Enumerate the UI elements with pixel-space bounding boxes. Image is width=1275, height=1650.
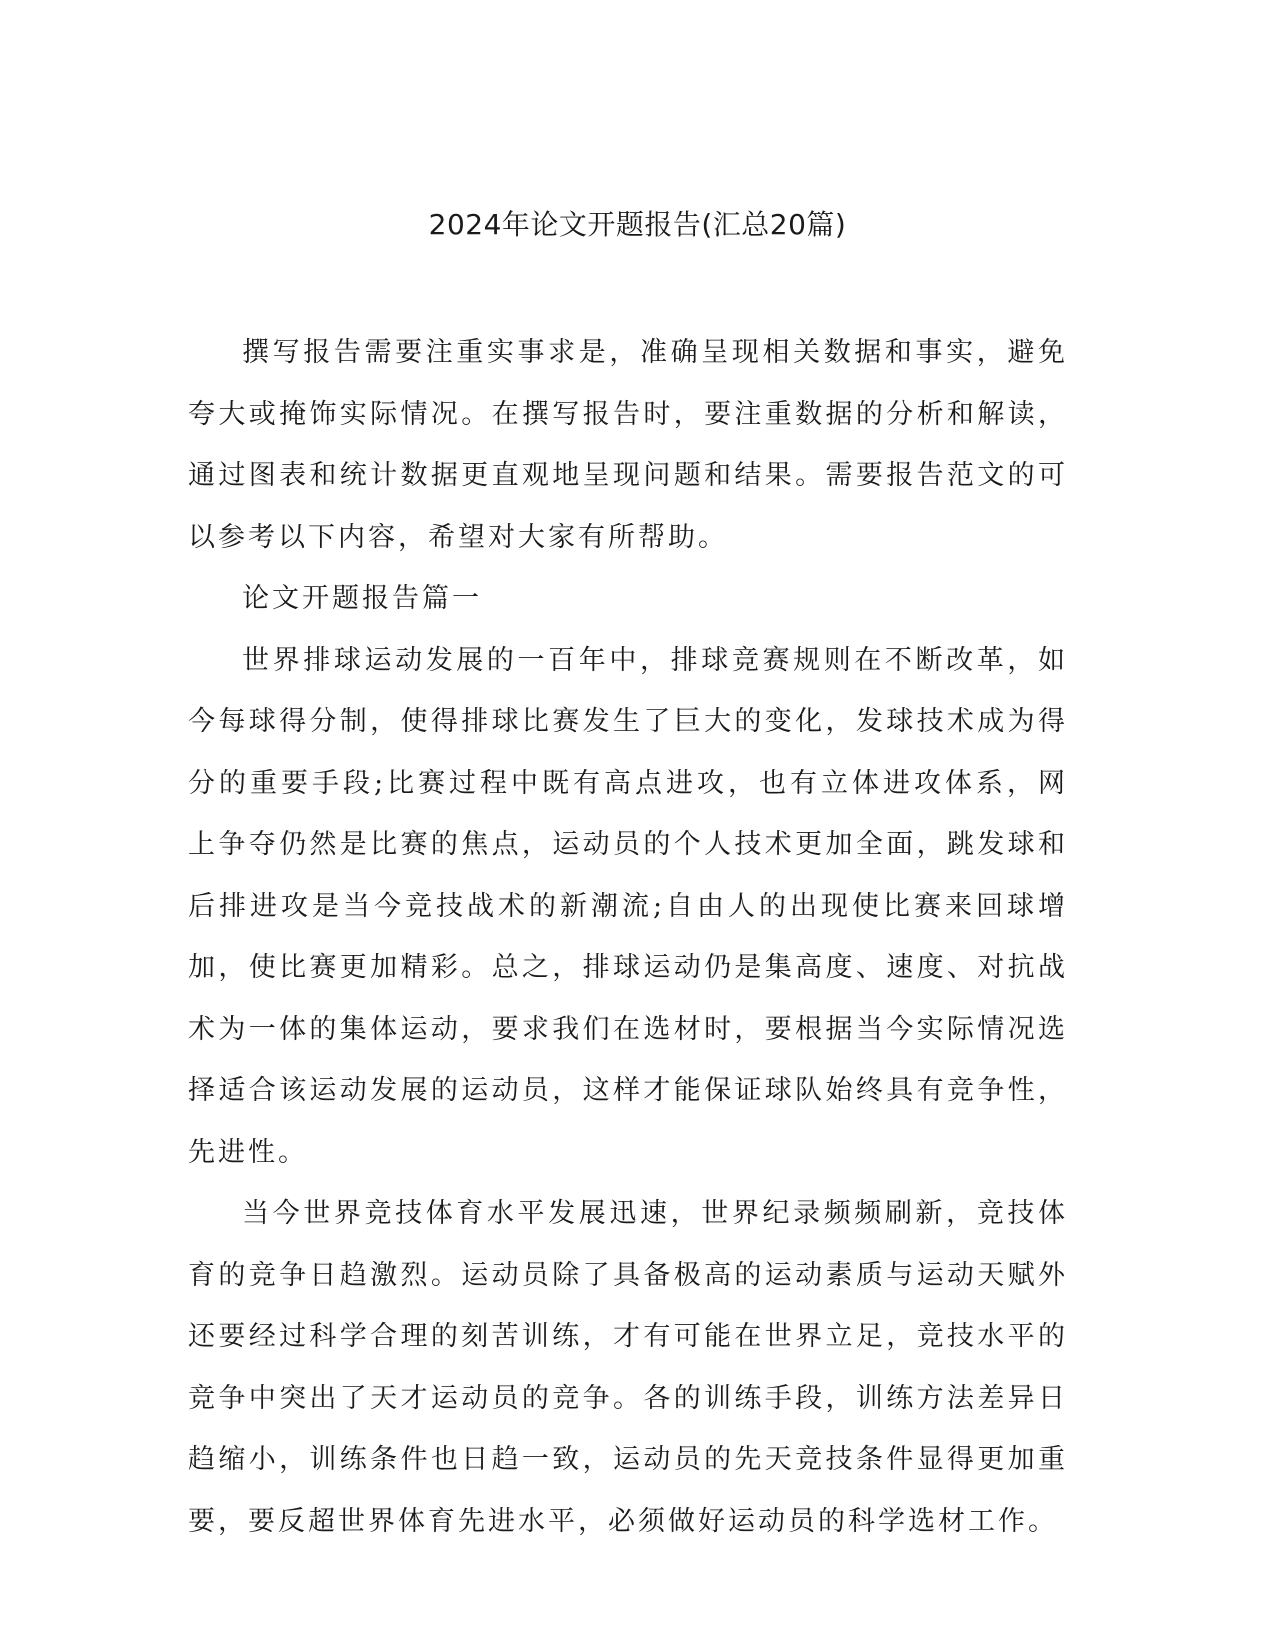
document-title: 2024年论文开题报告(汇总20篇) bbox=[428, 208, 847, 241]
intro-paragraph: 撰写报告需要注重实事求是，准确呈现相关数据和事实，避免夸大或掩饰实际情况。在撰写报告时，要注重数据的分析和解读，通过图表和统计数据更直观地呈现问题和结果。需要报告范文的可以参考以下内容，希望对大家有所帮助。 bbox=[188, 337, 1068, 553]
body-paragraph: 世界排球运动发展的一百年中，排球竞赛规则在不断改革，如今每球得分制，使得排球比赛发生了巨大的变化，发球技术成为得分的重要手段;比赛过程中既有高点进攻，也有立体进攻体系，网上争夺仍然是比赛的焦点，运动员的个人技术更加全面，跳发球和后排进攻是当今竞技战术的新潮流;自由人的出现使比赛来回球增加，使比赛更加精彩。总之，排球运动仍是集高度、速度、对抗战术为一体的集体运动，要求我们在选材时，要根据当今实际情况选择适合该运动发展的运动员，这样才能保证球队始终具有竞争性，先进性。 bbox=[188, 644, 1068, 1168]
document-body bbox=[188, 322, 1068, 1552]
section-heading: 论文开题报告篇一 bbox=[242, 583, 482, 614]
body-paragraph: 当今世界竞技体育水平发展迅速，世界纪录频频刷新，竞技体育的竞争日趋激烈。运动员除了具备极高的运动素质与运动天赋外还要经过科学合理的刻苦训练，才有可能在世界立足，竞技水平的竞争中突出了天才运动员的竞争。各的训练手段，训练方法差异日趋缩小，训练条件也日趋一致，运动员的先天竞技条件显得更加重要，要反超世界体育先进水平，必须做好运动员的科学选材工作。 bbox=[188, 1198, 1068, 1537]
